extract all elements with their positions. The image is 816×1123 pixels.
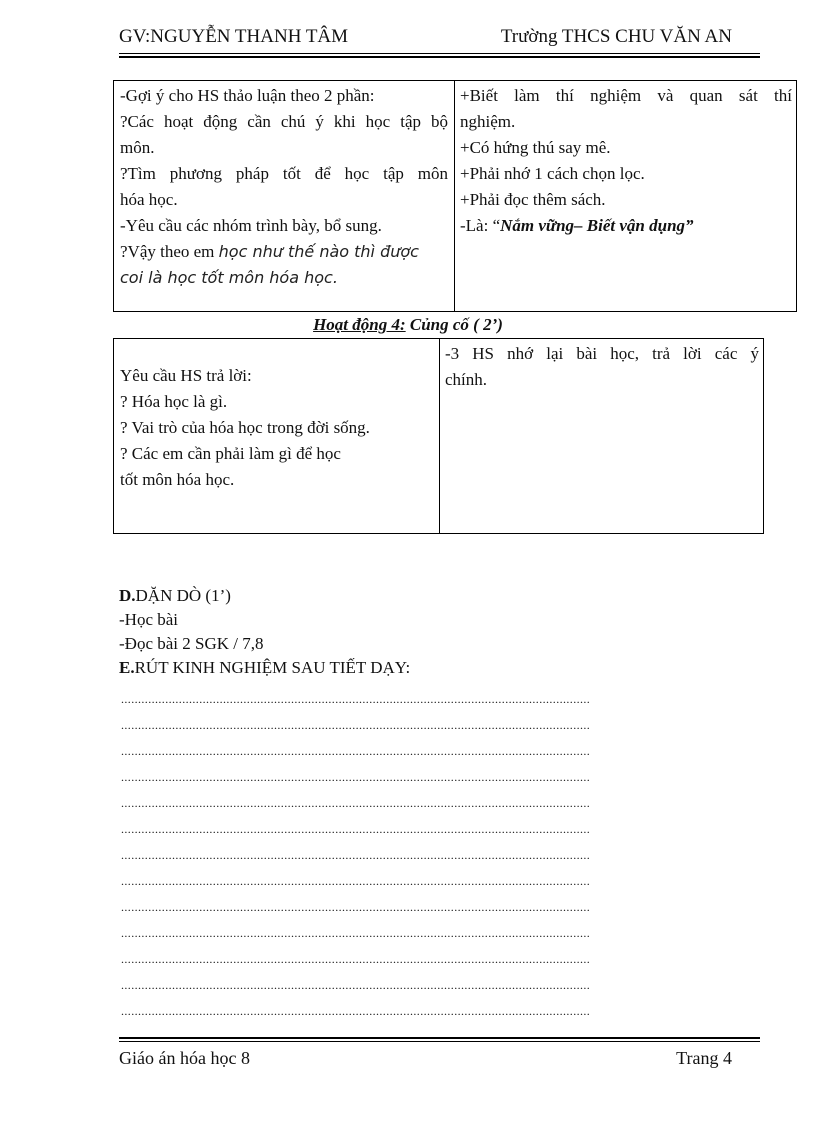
footer-subject: Giáo án hóa học 8: [119, 1048, 250, 1068]
table-line: +Có hứng thú say mê.: [460, 138, 611, 157]
section-d-heading: DẶN DÒ (1’): [135, 586, 231, 605]
section-e-heading: RÚT KINH NGHIỆM SAU TIẾT DẠY:: [134, 658, 411, 677]
page-header: [119, 26, 760, 56]
section-d: [119, 584, 410, 680]
section-e-title: [119, 656, 410, 680]
conclusion-bold: Nắm vững– Biết vận dụng”: [500, 216, 694, 235]
table-line: +Phải nhớ 1 cách chọn lọc.: [460, 164, 645, 183]
activity4-label: Hoạt động 4:: [313, 315, 406, 334]
section-d-title: [119, 584, 410, 608]
table-line: +Biết làm thí nghiệm và quan sát thí: [460, 86, 792, 105]
notes-dotted-line: ..........................................................................................................................................: [121, 692, 591, 706]
footer-rule-thin: [119, 1041, 760, 1042]
teacher-name: GV:NGUYỄN THANH TÂM: [119, 26, 349, 47]
table-line: tốt môn hóa học.: [120, 470, 235, 489]
table-line: -Gợi ý cho HS thảo luận theo 2 phần:: [120, 86, 375, 105]
notes-dotted-line: ..........................................................................................................................................: [121, 926, 591, 940]
table-line: Yêu cầu HS trả lời:: [120, 366, 252, 385]
lesson-table-activity4: [113, 338, 764, 534]
table-line: môn.: [120, 138, 155, 157]
notes-dotted-line: ..........................................................................................................................................: [121, 978, 591, 992]
page-number: Trang 4: [676, 1048, 732, 1068]
notes-dotted-line: ..........................................................................................................................................: [121, 744, 591, 758]
notes-dotted-line: ..........................................................................................................................................: [121, 848, 591, 862]
activity4-subtitle: Củng cố ( 2’): [405, 315, 503, 334]
header-rule-thin: [119, 53, 760, 54]
question-line: [120, 239, 448, 265]
footer-rule-thick: [119, 1037, 760, 1039]
notes-dotted-line: ..........................................................................................................................................: [121, 1004, 591, 1018]
table-line: ? Các em cần phải làm gì để học: [120, 444, 341, 463]
activity4-title: [0, 315, 816, 335]
notes-dotted-line: ..........................................................................................................................................: [121, 822, 591, 836]
notes-dotted-line: ..........................................................................................................................................: [121, 770, 591, 784]
question-italic-cont: coi là học tốt môn hóa học.: [120, 268, 338, 287]
conclusion-prefix: -Là: “: [460, 216, 501, 235]
question-italic: học như thế nào thì được: [218, 242, 419, 261]
lesson-table-activity3: [113, 80, 797, 312]
notes-dotted-line: ..........................................................................................................................................: [121, 796, 591, 810]
section-e-prefix: E.: [119, 658, 135, 677]
notes-dotted-line: ..........................................................................................................................................: [121, 718, 591, 732]
table-line: -3 HS nhớ lại bài học, trả lời các ý: [445, 344, 759, 363]
student-column: [454, 81, 798, 311]
notes-dotted-line: ..........................................................................................................................................: [121, 952, 591, 966]
table-line: ?Tìm phương pháp tốt để học tập môn: [120, 164, 448, 183]
student-column: [439, 339, 765, 533]
table-line: nghiệm.: [460, 112, 516, 131]
teacher-column: [114, 339, 439, 533]
notes-dotted-line: ..........................................................................................................................................: [121, 874, 591, 888]
table-line: ? Hóa học là gì.: [120, 392, 228, 411]
table-line: -Yêu cầu các nhóm trình bày, bổ sung.: [120, 216, 382, 235]
table-line: ? Vai trò của hóa học trong đời sống.: [120, 418, 370, 437]
header-rule-thick: [119, 56, 760, 58]
table-line: +Phải đọc thêm sách.: [460, 190, 606, 209]
table-line: hóa học.: [120, 190, 178, 209]
table-line: chính.: [445, 370, 488, 389]
school-name: Trường THCS CHU VĂN AN: [500, 26, 732, 47]
table-line: ?Các hoạt động cần chú ý khi học tập bộ: [120, 112, 448, 131]
teacher-column: [114, 81, 454, 311]
question-prefix: ?Vậy theo em: [120, 242, 219, 261]
section-d-item: -Đọc bài 2 SGK / 7,8: [119, 634, 264, 653]
section-d-item: -Học bài: [119, 610, 179, 629]
section-d-prefix: D.: [119, 586, 136, 605]
notes-dotted-line: ..........................................................................................................................................: [121, 900, 591, 914]
conclusion-line: [460, 213, 792, 239]
